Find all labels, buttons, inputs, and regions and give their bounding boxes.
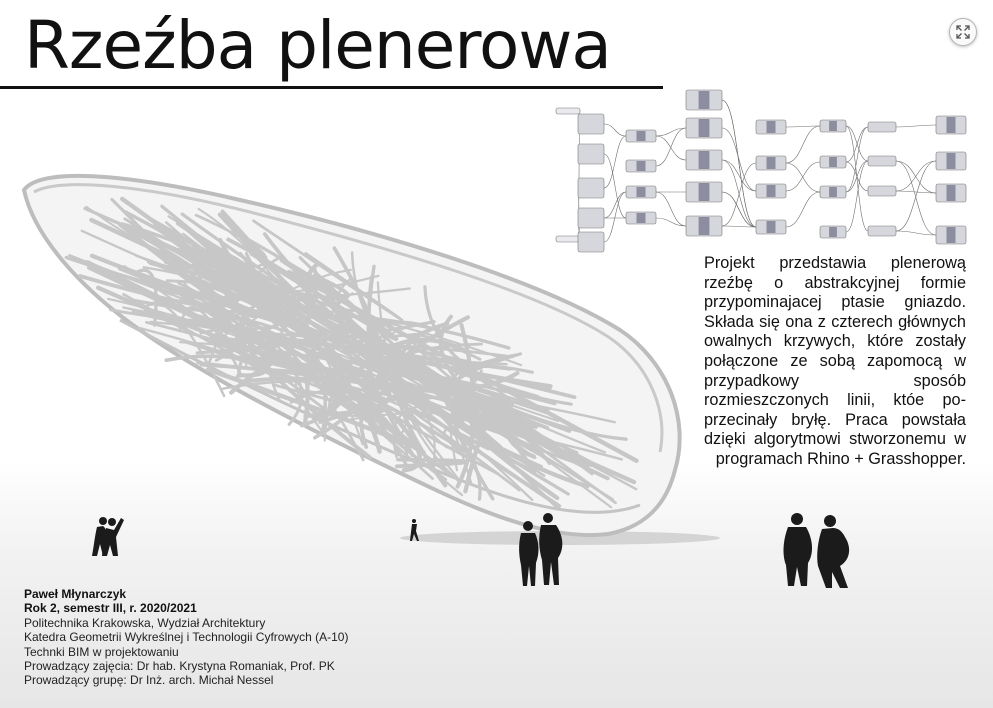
person-pair-center xyxy=(519,513,562,586)
university: Politechnika Krakowska, Wydział Architektury xyxy=(24,615,266,630)
person-distant xyxy=(410,519,419,541)
person-pair-right xyxy=(784,513,850,588)
study-year: Rok 2, semestr III, r. 2020/2021 xyxy=(24,601,197,616)
page-title: Rzeźba plenerowa xyxy=(24,7,611,84)
person-group-left xyxy=(92,517,124,556)
credits-block xyxy=(24,587,484,688)
lecturer: Prowadzący zajęcia: Dr hab. Krystyna Romaniak, Prof. PK xyxy=(24,659,335,674)
author-name: Paweł Młynarczyk xyxy=(24,587,127,601)
project-description: Projekt przedstawia plenerową rzeźbę o abstrakcyjnej formie przypominajacej ptasie gniazdo. Składa się ona z czterech głównych owalnych krzywych, które zostały połączone ze sobą zapomocą w przypadkowy sposób rozmieszczonych linii, któe poprzecinały bryłę. Praca powstała dzięki algorytmowi stworzonemu w programach Rhino + Grasshopper. xyxy=(704,254,966,468)
group-lead: Prowadzący grupę: Dr Inż. arch. Michał Nessel xyxy=(24,673,274,688)
department: Katedra Geometrii Wykreślnej i Technologii Cyfrowych (A-10) xyxy=(24,630,349,645)
course-name: Technki BIM w projektowaniu xyxy=(24,644,179,659)
